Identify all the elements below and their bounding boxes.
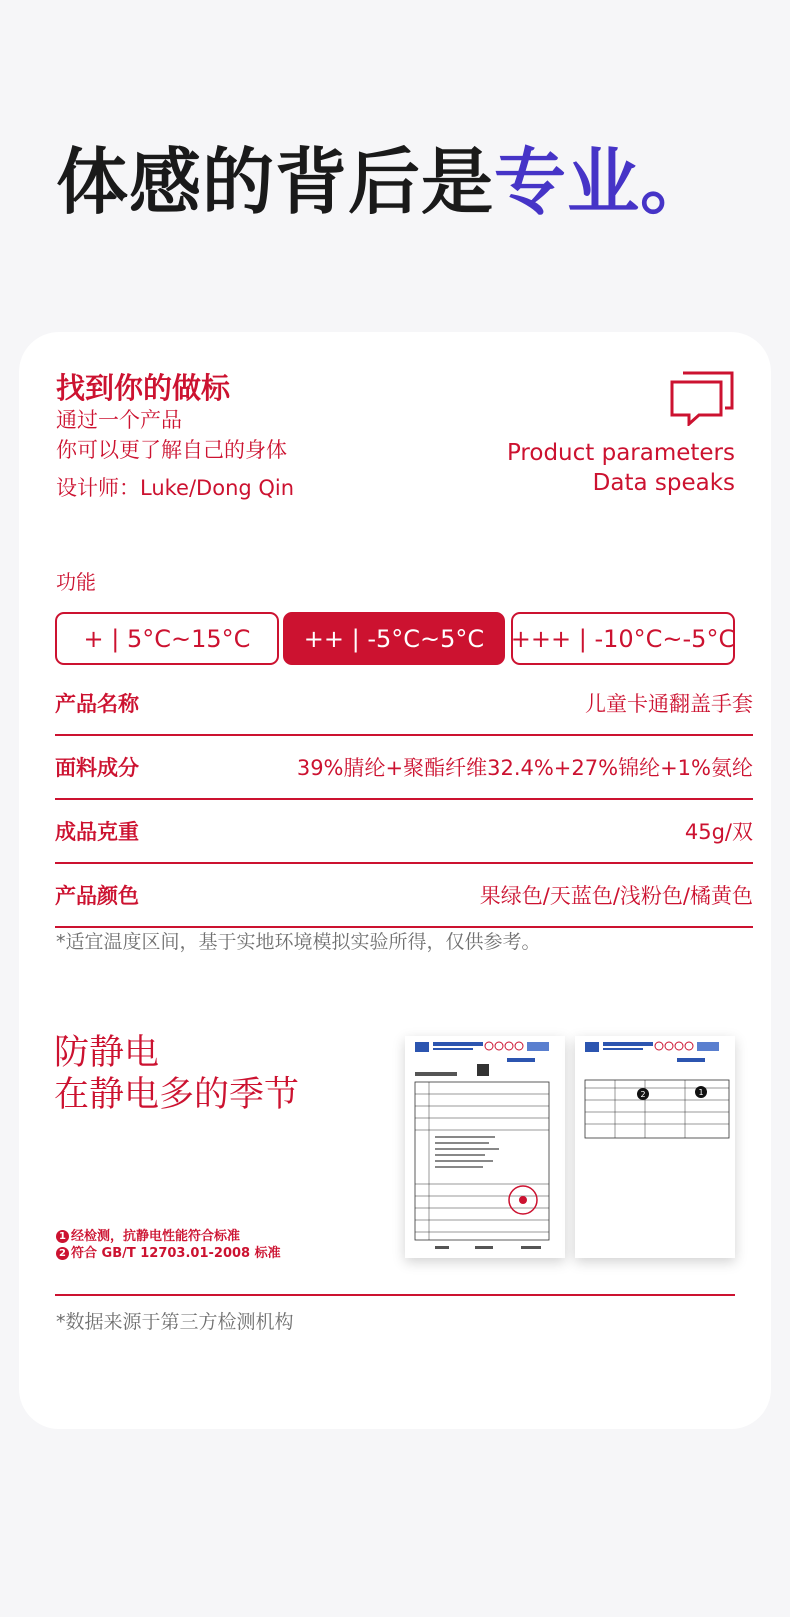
antistatic-title-line-1: 防静电: [54, 1033, 160, 1073]
temperature-note: *适宜温度区间，基于实地环境模拟实验所得，仅供参考。: [56, 931, 541, 953]
report-document-icon: [575, 1036, 735, 1258]
svg-text:2: 2: [640, 1090, 646, 1099]
spec-key: 成品克重: [55, 820, 139, 844]
data-speaks-label: Data speaks: [592, 470, 735, 496]
chat-bubbles-icon: [669, 370, 735, 426]
data-source-note: *数据来源于第三方检测机构: [56, 1311, 294, 1333]
test-report-images: [383, 1028, 749, 1266]
spec-key: 产品颜色: [55, 884, 139, 908]
test-report-page-1: [405, 1036, 565, 1258]
spec-row: [55, 672, 753, 736]
temp-option-high[interactable]: +++ | -10°C~-5°C: [511, 612, 735, 665]
intro-line-1: 通过一个产品: [56, 408, 182, 432]
spec-row: [55, 800, 753, 864]
temp-option-mid-selected[interactable]: ++ | -5°C~5°C: [283, 612, 505, 665]
spec-row: [55, 736, 753, 800]
product-parameters-label: Product parameters: [506, 440, 735, 466]
function-label: 功能: [56, 570, 96, 594]
temperature-selector: [55, 612, 735, 665]
report-document-icon: [405, 1036, 565, 1258]
antistatic-title-line-2: 在静电多的季节: [54, 1075, 300, 1115]
number-badge: 2: [56, 1247, 69, 1260]
designer-credit: 设计师：Luke/Dong Qin: [56, 476, 295, 500]
temp-option-low[interactable]: + | 5°C~15°C: [55, 612, 279, 665]
intro-title: 找到你的做标: [56, 371, 231, 405]
list-item-text: 符合 GB/T 12703.01-2008 标准: [71, 1246, 281, 1261]
spec-key: 产品名称: [55, 692, 139, 716]
product-parameters-card: [19, 332, 771, 1429]
spec-value: 45g/双: [684, 820, 753, 844]
svg-text:1: 1: [698, 1088, 704, 1097]
spec-value: 果绿色/天蓝色/浅粉色/橘黄色: [479, 884, 753, 908]
spec-value: 39%腈纶+聚酯纤维32.4%+27%锦纶+1%氨纶: [296, 756, 753, 780]
test-report-page-2: [575, 1036, 735, 1258]
antistatic-list: [56, 1228, 281, 1262]
list-item: [56, 1245, 281, 1262]
number-badge: 1: [56, 1230, 69, 1243]
spec-key: 面料成分: [55, 756, 139, 780]
list-item-text: 经检测，抗静电性能符合标准: [71, 1229, 241, 1244]
headline-main: 体感的背后是: [56, 140, 495, 224]
intro-line-2: 你可以更了解自己的身体: [56, 438, 287, 462]
spec-table: [55, 672, 753, 928]
spec-row: [55, 864, 753, 928]
antistatic-title: [54, 1032, 299, 1116]
divider: [55, 1294, 735, 1296]
list-item: [56, 1228, 281, 1245]
page-headline: [56, 140, 713, 224]
spec-value: 儿童卡通翻盖手套: [585, 692, 753, 716]
headline-accent: 专业。: [494, 140, 714, 224]
